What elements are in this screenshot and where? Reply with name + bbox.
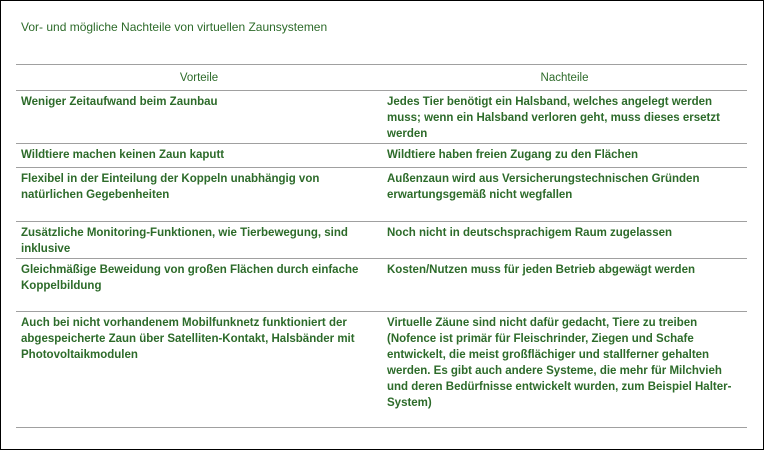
nachteil-cell: Virtuelle Zäune sind nicht dafür gedacht, Tiere zu treiben (Nofence ist primär für Fleischrinder, Ziegen und Schafe entwickelt, die meist großflächiger und stallferner gehalten werden. Es gibt auch andere Systeme, die mehr für Milchvieh und deren Bedürfnisse entwickelt wurden, zum Beispiel Halter-System): [387, 317, 732, 409]
table-row: [16, 259, 747, 312]
table-row: [16, 312, 747, 428]
nachteil-cell: Wildtiere haben freien Zugang zu den Flächen: [387, 149, 639, 161]
table-row: [16, 168, 747, 222]
nachteil-cell: Jedes Tier benötigt ein Halsband, welches angelegt werden muss; wenn ein Halsband verloren geht, muss dieses ersetzt werden: [387, 96, 720, 140]
vorteil-cell: Wildtiere machen keinen Zaun kaputt: [21, 149, 225, 161]
comparison-table: [16, 64, 747, 428]
table-row: [16, 222, 747, 259]
nachteil-cell: Kosten/Nutzen muss für jeden Betrieb abgewägt werden: [387, 264, 695, 276]
vorteil-cell: Zusätzliche Monitoring-Funktionen, wie Tierbewegung, sind inklusive: [21, 227, 348, 255]
vorteil-cell: Weniger Zeitaufwand beim Zaunbau: [21, 96, 218, 108]
page-title: Vor- und mögliche Nachteile von virtuellen Zaunsystemen: [21, 20, 328, 34]
column-header-nachteile: Nachteile: [540, 72, 589, 84]
vorteil-cell: Auch bei nicht vorhandenem Mobilfunknetz funktioniert der abgespeicherte Zaun über Satelliten-Kontakt, Halsbänder mit Photovoltaikmodulen: [21, 317, 355, 361]
table-row: [16, 144, 747, 168]
nachteil-cell: Noch nicht in deutschsprachigem Raum zugelassen: [387, 227, 673, 239]
column-header-vorteile: Vorteile: [179, 72, 219, 84]
vorteil-cell: Flexibel in der Einteilung der Koppeln unabhängig von natürlichen Gegebenheiten: [21, 173, 320, 201]
table-header-row: [16, 65, 747, 91]
nachteil-cell: Außenzaun wird aus Versicherungstechnischen Gründen erwartungsgemäß nicht wegfallen: [387, 173, 700, 201]
vorteil-cell: Gleichmäßige Beweidung von großen Flächen durch einfache Koppelbildung: [21, 264, 359, 292]
table-row: [16, 91, 747, 144]
